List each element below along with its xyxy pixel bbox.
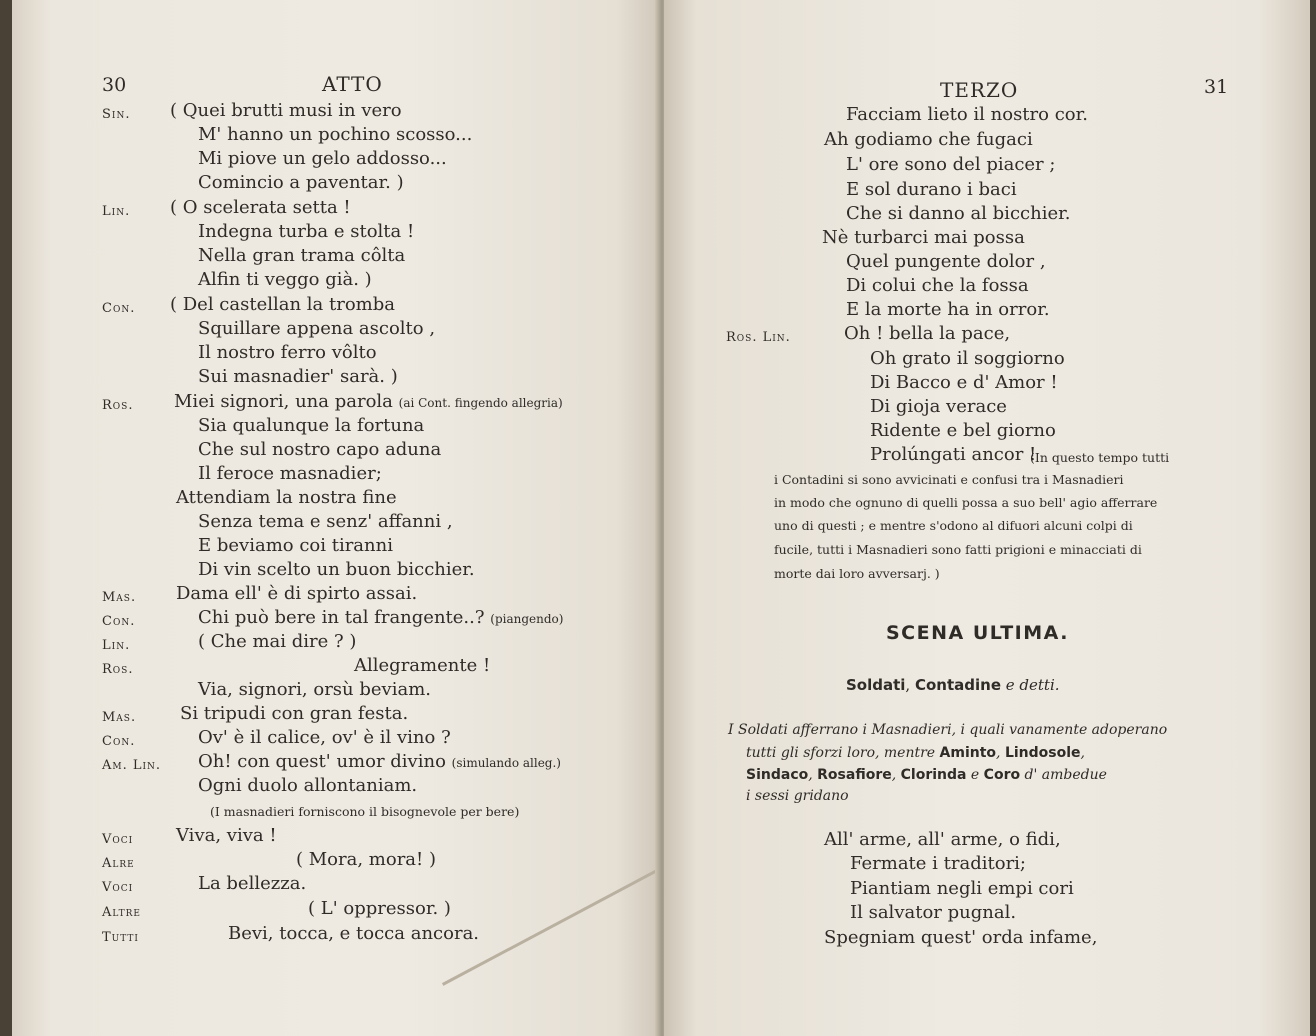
verse-line: Di colui che la fossa	[846, 275, 1029, 296]
stage-direction-line: tutti gli sforzi loro, mentre Aminto, Lindosole,	[746, 745, 1085, 761]
verse-line: Comincio a paventar. )	[198, 172, 404, 193]
verse-line: Dama ell' è di spirto assai.	[176, 583, 418, 604]
speaker-label: Ros. Lin.	[726, 330, 791, 345]
speaker-label: Mas.	[102, 710, 137, 725]
verse-line: L' ore sono del piacer ;	[846, 154, 1056, 175]
verse-line: Il nostro ferro vôlto	[198, 342, 377, 363]
verse-line: Piantiam negli empi cori	[850, 878, 1074, 899]
verse-line: ( Che mai dire ? )	[198, 631, 357, 652]
verse-line: Di gioja verace	[870, 396, 1007, 417]
verse-line: Nella gran trama côlta	[198, 245, 406, 266]
verse-line: Indegna turba e stolta !	[198, 221, 415, 242]
stage-direction-line: uno di questi ; e mentre s'odono al difuori alcuni colpi di	[774, 518, 1133, 533]
verse-line: Miei signori, una parola (ai Cont. fingendo allegria)	[174, 391, 563, 412]
verse-line: Facciam lieto il nostro cor.	[846, 104, 1088, 125]
verse-line: Si tripudi con gran festa.	[180, 703, 409, 724]
stage-direction-line: fucile, tutti i Masnadieri sono fatti prigioni e minacciati di	[774, 542, 1142, 557]
verse-line: Attendiam la nostra fine	[176, 487, 397, 508]
stage-direction-line: morte dai loro avversarj. )	[774, 566, 940, 581]
verse-line: Ogni duolo allontaniam.	[198, 775, 418, 796]
stage-direction-line: i Contadini si sono avvicinati e confusi tra i Masnadieri	[774, 472, 1124, 487]
verse-line: Alfin ti veggo già. )	[198, 269, 372, 290]
verse-line: ( Mora, mora! )	[296, 849, 437, 870]
scene-title: SCENA ULTIMA.	[886, 622, 1069, 644]
verse-line: Ridente e bel giorno	[870, 420, 1056, 441]
speaker-label: Alre	[102, 856, 135, 871]
verse-line: Ov' è il calice, ov' è il vino ?	[198, 727, 451, 748]
verse-line: ( Del castellan la tromba	[170, 294, 396, 315]
verse-line: Sia qualunque la fortuna	[198, 415, 425, 436]
stage-direction-line: i sessi gridano	[746, 788, 849, 804]
stage-direction-line: (In questo tempo tutti	[1030, 450, 1170, 465]
verse-line: Spegniam quest' orda infame,	[824, 927, 1098, 948]
speaker-label: Mas.	[102, 590, 137, 605]
stage-direction-line: Sindaco, Rosafiore, Clorinda e Coro d' ambedue	[746, 767, 1107, 783]
verse-line: Il feroce masnadier;	[198, 463, 382, 484]
verse-line: Ah godiamo che fugaci	[824, 129, 1033, 150]
verse-line: Squillare appena ascolto ,	[198, 318, 436, 339]
verse-line: M' hanno un pochino scosso...	[198, 124, 473, 145]
verse-line: Che si danno al bicchier.	[846, 203, 1071, 224]
speaker-label: Ros.	[102, 662, 134, 677]
verse-line: Senza tema e senz' affanni ,	[198, 511, 453, 532]
verse-line: ( L' oppressor. )	[308, 898, 451, 919]
verse-line: Oh grato il soggiorno	[870, 348, 1065, 369]
scene-characters: Soldati, Contadine e detti.	[846, 676, 1060, 694]
speaker-label: Con.	[102, 301, 136, 316]
verse-line: Quel pungente dolor ,	[846, 251, 1046, 272]
verse-line: Mi piove un gelo addosso...	[198, 148, 447, 169]
stage-direction-line: in modo che ognuno di quelli possa a suo bell' agio afferrare	[774, 495, 1158, 510]
speaker-label: Con.	[102, 734, 136, 749]
verse-line: Fermate i traditori;	[850, 853, 1026, 874]
speaker-label: Voci	[102, 832, 134, 847]
verse-line: Viva, viva !	[176, 825, 277, 846]
verse-line: E beviamo coi tiranni	[198, 535, 393, 556]
verse-line: Allegramente !	[354, 655, 491, 676]
speaker-label: Voci	[102, 880, 134, 895]
verse-line: Oh ! bella la pace,	[844, 323, 1011, 344]
verse-line: ( Quei brutti musi in vero	[170, 100, 402, 121]
verse-line: Di Bacco e d' Amor !	[870, 372, 1058, 393]
page-number: 31	[1204, 76, 1229, 98]
verse-line: Nè turbarci mai possa	[822, 227, 1025, 248]
speaker-label: Lin.	[102, 204, 131, 219]
verse-line: Di vin scelto un buon bicchier.	[198, 559, 475, 580]
right-page	[664, 0, 1310, 1036]
speaker-label: Con.	[102, 614, 136, 629]
stage-direction: (piangendo)	[490, 612, 564, 626]
left-page	[12, 0, 662, 1036]
verse-line: Bevi, tocca, e tocca ancora.	[228, 923, 480, 944]
stage-direction: (ai Cont. fingendo allegria)	[398, 396, 563, 410]
verse-line: Prolúngati ancor !	[870, 444, 1037, 465]
speaker-label: Ros.	[102, 398, 134, 413]
speaker-label: Sin.	[102, 107, 131, 122]
stage-direction: (simulando alleg.)	[451, 756, 561, 770]
verse-line: All' arme, all' arme, o fidi,	[824, 829, 1061, 850]
verse-line: Via, signori, orsù beviam.	[198, 679, 431, 700]
stage-direction-line: I Soldati afferrano i Masnadieri, i quali vanamente adoperano	[728, 722, 1168, 738]
speaker-label: Lin.	[102, 638, 131, 653]
verse-line: E sol durano i baci	[846, 179, 1017, 200]
page-number: 30	[102, 74, 127, 96]
speaker-label: Tutti	[102, 930, 139, 945]
stage-direction: (I masnadieri forniscono il bisognevole per bere)	[210, 804, 520, 819]
speaker-label: Am. Lin.	[102, 758, 162, 773]
running-header: TERZO	[940, 78, 1019, 102]
running-header: ATTO	[322, 72, 383, 96]
verse-line: Il salvator pugnal.	[850, 902, 1017, 923]
speaker-label: Altre	[102, 905, 141, 920]
verse-line: Chi può bere in tal frangente..? (piangendo)	[198, 607, 564, 628]
verse-line: Sui masnadier' sarà. )	[198, 366, 398, 387]
verse-line: Che sul nostro capo aduna	[198, 439, 442, 460]
verse-line: La bellezza.	[198, 873, 307, 894]
verse-line: E la morte ha in orror.	[846, 299, 1050, 320]
verse-line: Oh! con quest' umor divino (simulando alleg.)	[198, 751, 561, 772]
verse-line: ( O scelerata setta !	[170, 197, 351, 218]
